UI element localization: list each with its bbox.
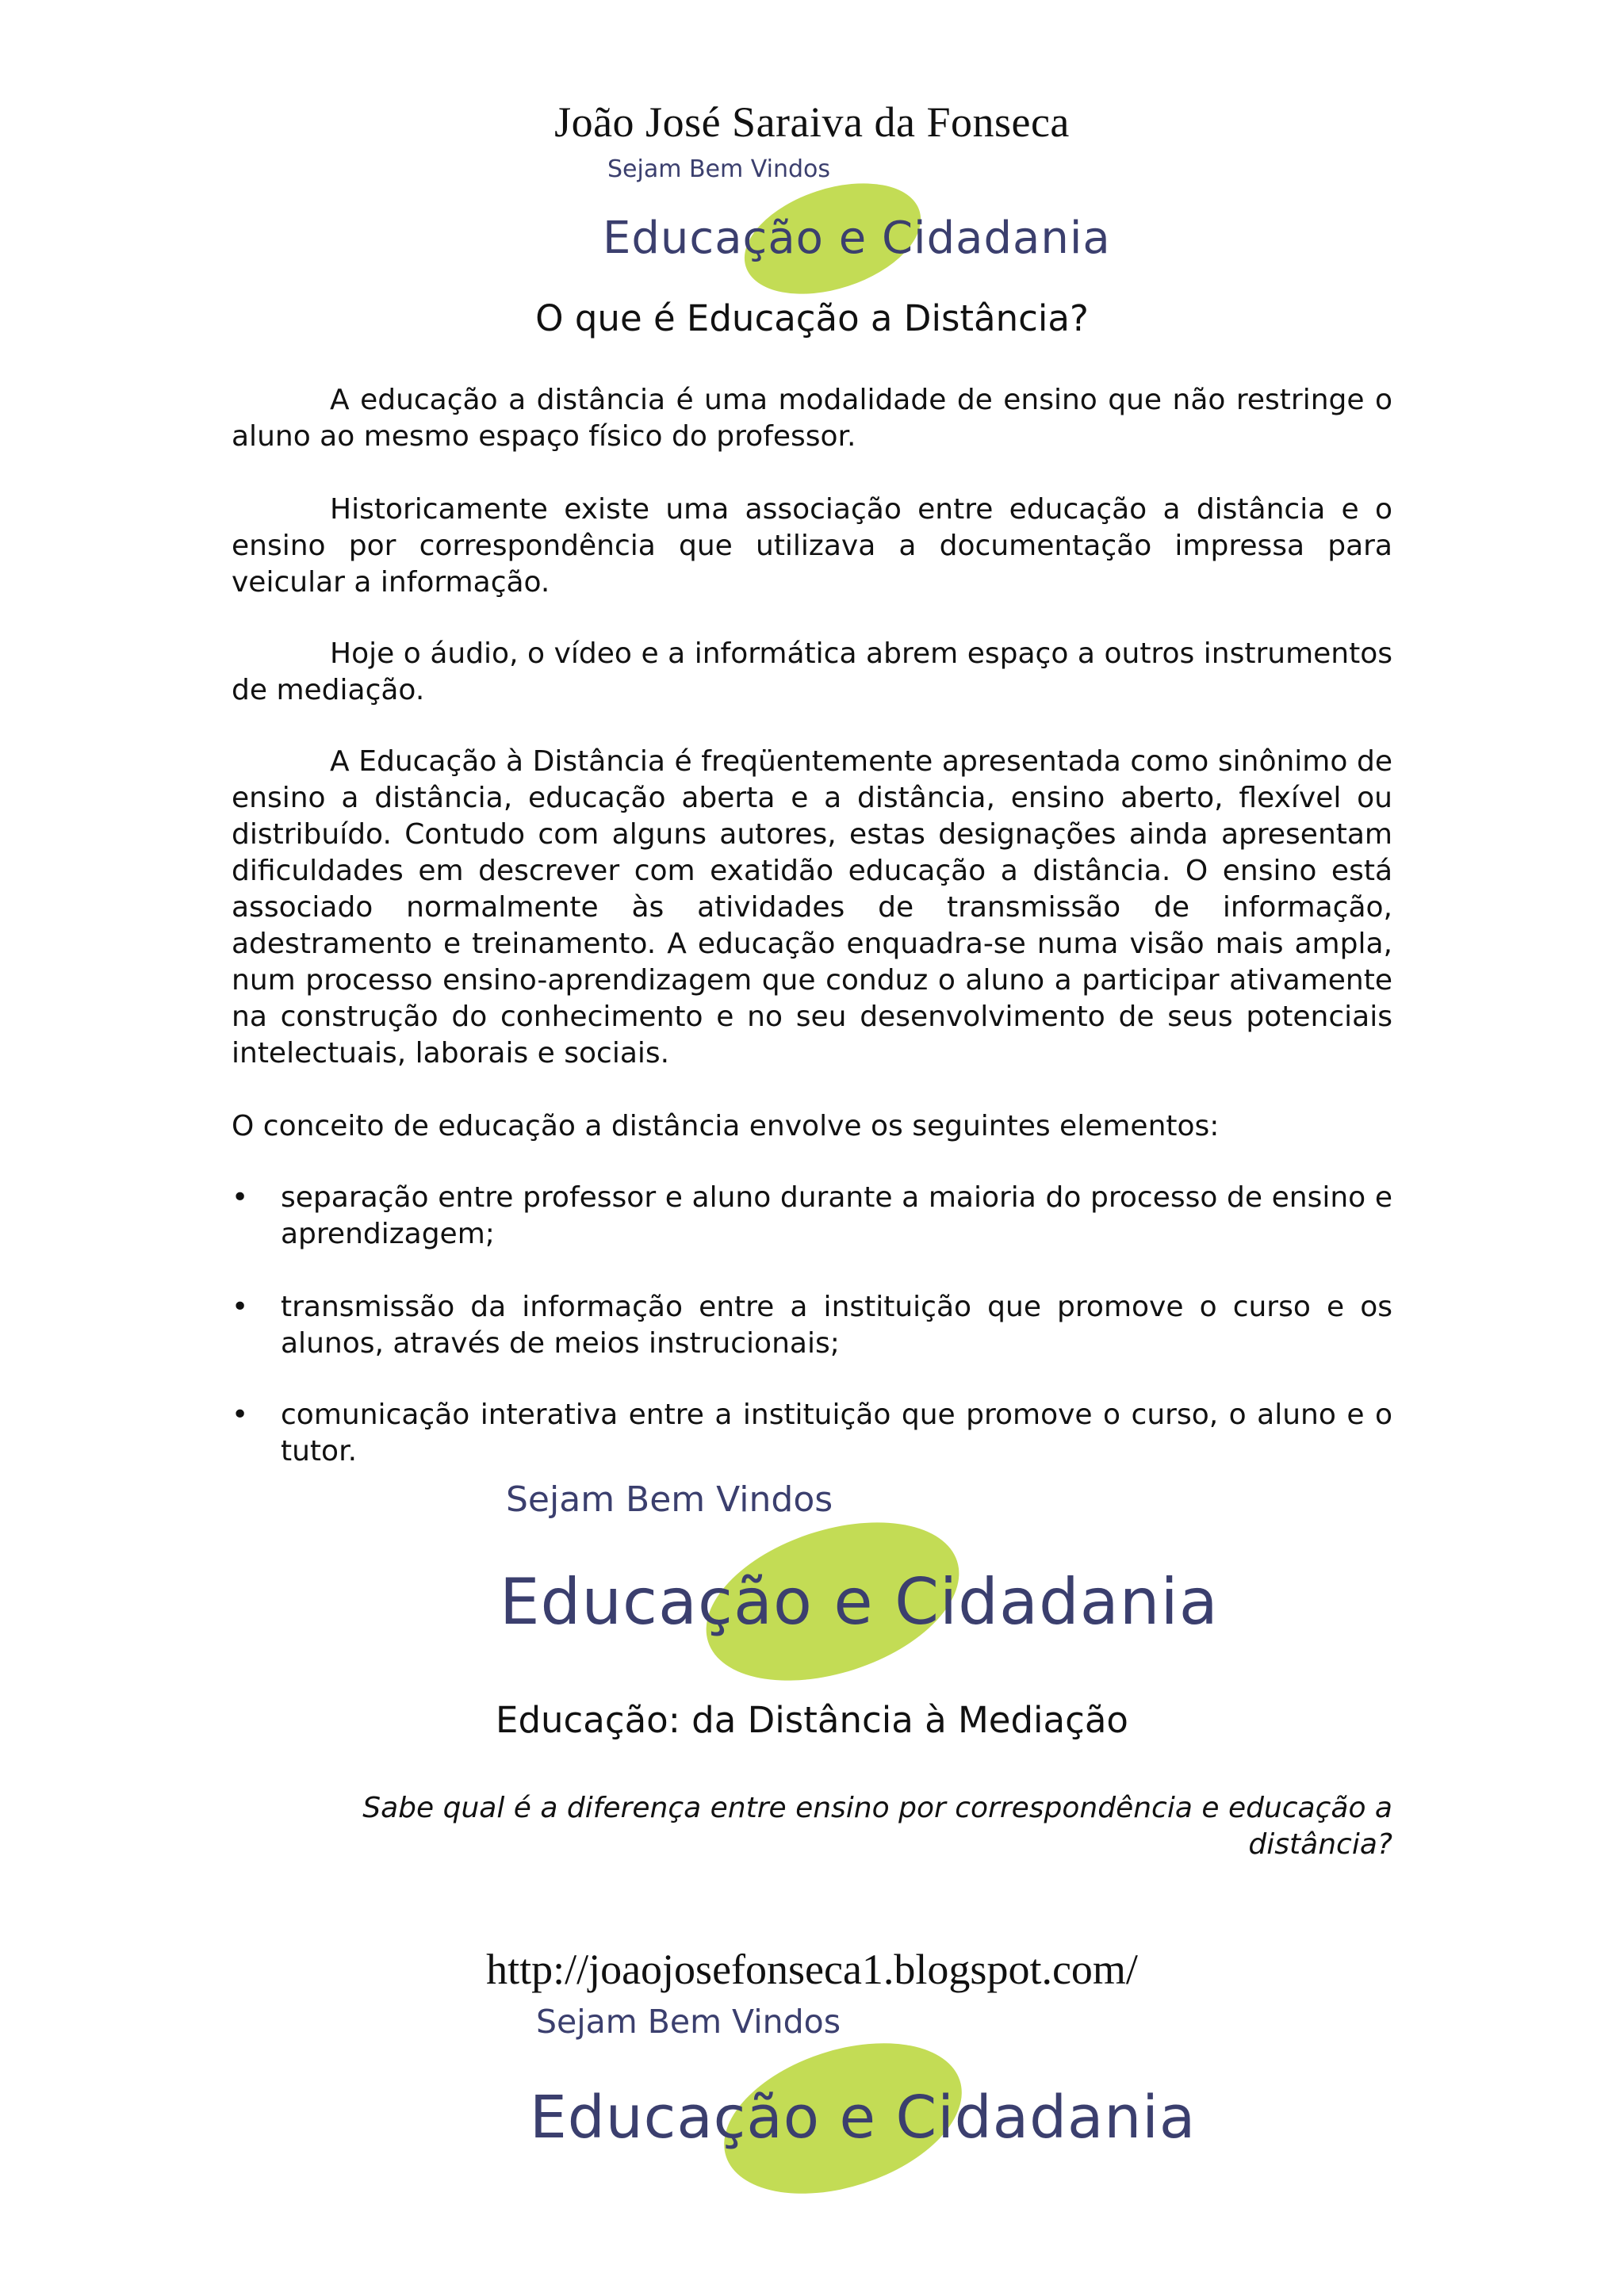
bullet-icon: • — [232, 1181, 249, 1214]
paragraph-text: A Educação à Distância é freqüentemente apresentada como sinônimo de ensino a distância, educação aberta e a distância, ensino aberto, flexível ou distribuído. Contudo com alguns autores, estas designações ainda apresentam dificuldades em descrever com exatidão educação a distância. O ensino está associado normalmente às atividades de transmissão de informação, adestramento e treinamento. A educação enquadra-se numa visão mais ampla, num processo ensino-aprendizagem que conduz o aluno a participar ativamente na construção do conhecimento e no seu desenvolvimento de seus potenciais intelectuais, laborais e sociais. — [232, 745, 1392, 1070]
paragraph-text: A educação a distância é uma modalidade de ensino que não restringe o aluno ao mesmo espaço físico do professor. — [232, 384, 1392, 453]
section-title: O que é Educação a Distância? — [535, 297, 1089, 339]
section-title: Educação: da Distância à Mediação — [496, 1699, 1128, 1741]
paragraph — [232, 636, 1392, 709]
list-item-text: transmissão da informação entre a instituição que promove o curso e os alunos, através de meios instrucionais; — [281, 1291, 1392, 1360]
logo-brand-text: Educação e Cidadania — [500, 1565, 1219, 1639]
paragraph — [232, 1108, 1392, 1145]
paragraph — [232, 492, 1392, 601]
bullet-icon: • — [232, 1399, 249, 1431]
author-name: João José Saraiva da Fonseca — [554, 98, 1070, 146]
paragraph-text: Hoje o áudio, o vídeo e a informática abrem espaço a outros instrumentos de mediação. — [232, 637, 1392, 706]
paragraph-text: O conceito de educação a distância envolve os seguintes elementos: — [232, 1110, 1220, 1142]
paragraph-text: Historicamente existe uma associação entre educação a distância e o ensino por correspondência que utilizava a documentação impressa para veicular a informação. — [232, 493, 1392, 599]
logo-greeting: Sejam Bem Vindos — [607, 155, 831, 183]
logo-brand-text: Educação e Cidadania — [530, 2084, 1197, 2152]
logo-greeting: Sejam Bem Vindos — [536, 2003, 841, 2041]
logo-brand-text: Educação e Cidadania — [603, 212, 1111, 264]
blog-url[interactable]: http://joaojosefonseca1.blogspot.com/ — [486, 1946, 1138, 1993]
list-item-text: separação entre professor e aluno durante a maioria do processo de ensino e aprendizagem; — [281, 1181, 1392, 1250]
paragraph — [232, 744, 1392, 1072]
logo-educacao-cidadania — [500, 1476, 1219, 1682]
logo-greeting: Sejam Bem Vindos — [506, 1479, 833, 1520]
logo-educacao-cidadania — [603, 151, 1111, 293]
question-text: Sabe qual é a diferença entre ensino por correspondência e educação a distância? — [362, 1792, 1392, 1861]
paragraph — [232, 382, 1392, 455]
logo-educacao-cidadania — [530, 1999, 1197, 2198]
bullet-icon: • — [232, 1291, 249, 1323]
list-item-text: comunicação interativa entre a instituição que promove o curso, o aluno e o tutor. — [281, 1399, 1392, 1468]
